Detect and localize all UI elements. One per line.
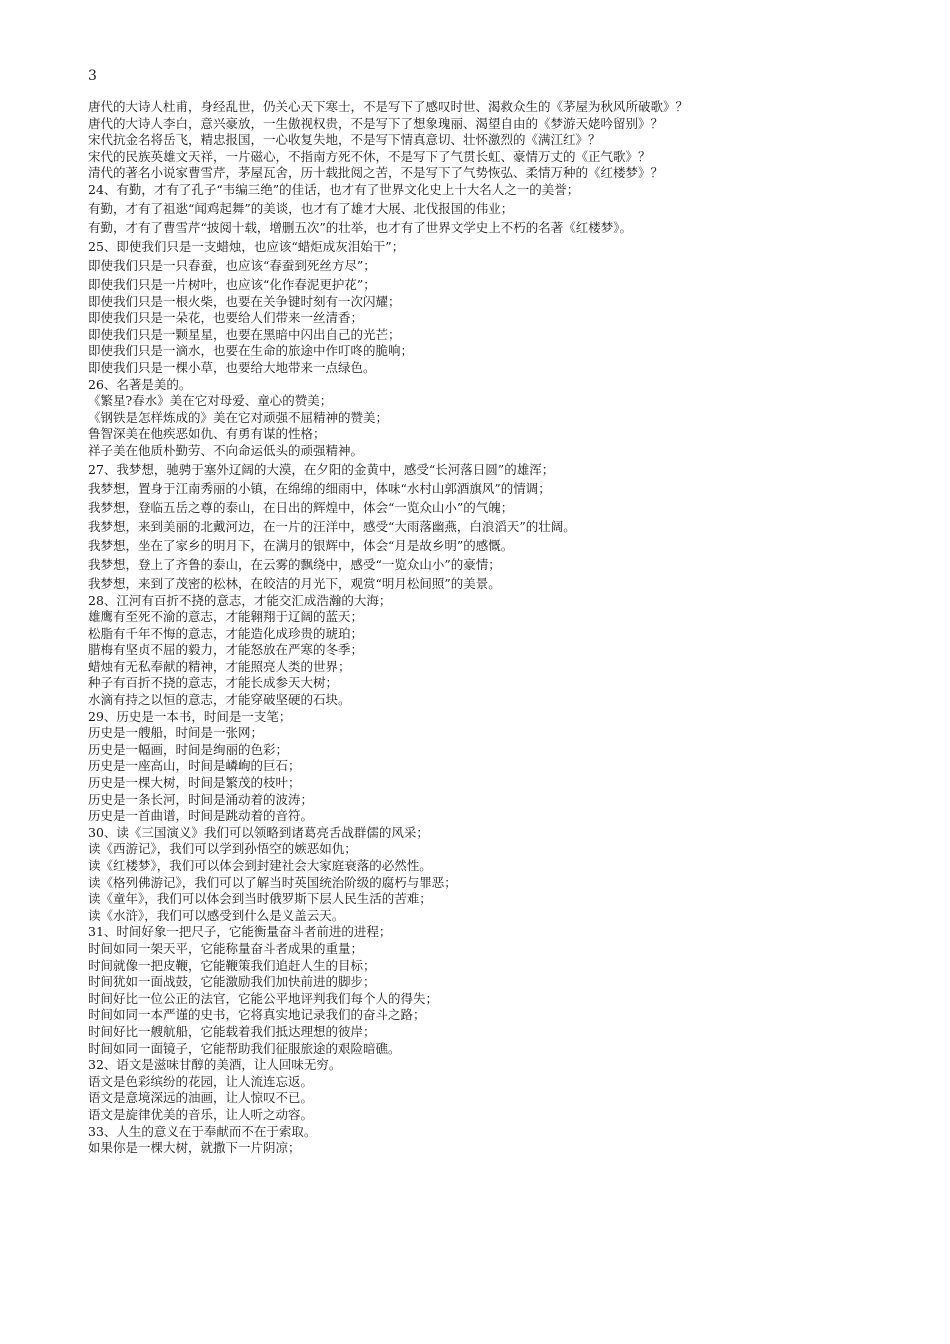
text-line: 即使我们只是一朵花，也要给人们带来一丝清香；: [88, 310, 364, 326]
text-line: 蜡烛有无私奉献的精神，才能照亮人类的世界；: [88, 658, 351, 674]
text-line: 25、即使我们只是一支蜡烛，也应该“蜡炬成灰泪始干”；: [88, 238, 405, 254]
text-line: 即使我们只是一棵小草，也要给大地带来一点绿色。: [88, 359, 376, 375]
text-line: 33、人生的意义在于奉献而不在于索取。: [88, 1123, 317, 1139]
text-line: 《繁星?春水》美在它对母爱、童心的赞美；: [88, 393, 333, 409]
text-line: 我梦想，坐在了家乡的明月下，在满月的银辉中，体会“月是故乡明”的感慨。: [88, 537, 514, 553]
text-line: 32、语文是滋味甘醇的美酒，让人回味无穷。: [88, 1057, 342, 1073]
text-line: 我梦想，登上了齐鲁的泰山，在云雾的飘绕中，感受“一览众山小”的豪情；: [88, 556, 501, 572]
text-line: 26、名著是美的。: [88, 376, 192, 392]
text-line: 历史是一幅画，时间是绚丽的色彩；: [88, 741, 289, 757]
text-line: 我梦想，来到美丽的北戴河边，在一片的汪洋中，感受“大雨落幽燕，白浪滔天”的壮阔。: [88, 518, 576, 534]
text-line: 鲁智深美在他疾恶如仇、有勇有谋的性格；: [88, 426, 326, 442]
text-line: 读《童年》，我们可以体会到当时俄罗斯下层人民生活的苦难；: [88, 891, 432, 907]
text-line: 时间如同一面镜子，它能帮助我们征服旅途的艰险暗礁。: [88, 1040, 401, 1056]
text-line: 30、读《三国演义》我们可以领略到诸葛亮舌战群儒的风采；: [88, 824, 429, 840]
text-line: 《钢铁是怎样炼成的》美在它对顽强不屈精神的赞美；: [88, 409, 389, 425]
text-line: 我梦想，登临五岳之尊的泰山，在日出的辉煌中，体会“一览众山小”的气魄；: [88, 499, 514, 515]
text-line: 时间如同一本严谨的史书，它将真实地记录我们的奋斗之路；: [88, 1007, 426, 1023]
text-line: 我梦想，置身于江南秀丽的小镇，在绵绵的细雨中，体味“水村山郭酒旗风”的情调；: [88, 480, 551, 496]
text-line: 历史是一条长河，时间是涌动着的波涛；: [88, 791, 314, 807]
text-line: 时间犹如一面战鼓，它能激励我们加快前进的脚步；: [88, 974, 376, 990]
text-line: 即使我们只是一只春蚕，也应该“春蚕到死丝方尽”；: [88, 257, 376, 273]
text-line: 种子有百折不挠的意志，才能长成参天大树；: [88, 675, 339, 691]
text-line: 宋代的民族英雄文天祥，一片磁心，不指南方死不休，不是写下了气贯长虹、豪情万丈的《正气歌》？: [88, 148, 651, 164]
text-line: 27、我梦想，驰骋于塞外辽阔的大漠，在夕阳的金黄中，感受“长河落日圆”的雄浑；: [88, 461, 555, 477]
text-line: 历史是一座高山，时间是嶙峋的巨石；: [88, 758, 301, 774]
text-line: 历史是一棵大树，时间是繁茂的枝叶；: [88, 775, 301, 791]
text-line: 祥子美在他质朴勤劳、不向命运低头的顽强精神。: [88, 442, 364, 458]
text-line: 31、时间好象一把尺子，它能衡量奋斗者前进的进程；: [88, 924, 392, 940]
text-line: 宋代抗金名将岳飞，精忠报国，一心收复失地，不是写下情真意切、壮怀激烈的《满江红》？: [88, 132, 601, 148]
text-line: 时间就像一把皮鞭，它能鞭策我们追赶人生的目标；: [88, 957, 376, 973]
text-line: 清代的著名小说家曹雪芹，茅屋瓦舍，历十载批阅之苦，不是写下了气势恢弘、柔情万种的《红楼梦》？: [88, 165, 664, 181]
text-line: 如果你是一棵大树，就撒下一片阴凉；: [88, 1140, 301, 1156]
text-line: 即使我们只是一滴水，也要在生命的旅途中作叮咚的脆响；: [88, 343, 414, 359]
text-line: 语文是色彩缤纷的花园，让人流连忘返。: [88, 1073, 314, 1089]
text-line: 时间好比一位公正的法官，它能公平地评判我们每个人的得失；: [88, 990, 439, 1006]
text-line: 水滴有持之以恒的意志，才能穿破坚硬的石块。: [88, 692, 351, 708]
text-line: 读《水浒》，我们可以感受到什么是义盖云天。: [88, 907, 345, 923]
text-line: 有勤，才有了曹雪芹“披阅十载，增删五次”的壮举，也才有了世界文学史上不朽的名著《红楼梦》。: [88, 219, 633, 235]
text-line: 时间好比一艘航船，它能载着我们抵达理想的彼岸；: [88, 1023, 376, 1039]
text-line: 雄鹰有至死不渝的意志，才能翱翔于辽阔的蓝天；: [88, 609, 364, 625]
text-line: 读《红楼梦》，我们可以体会到封建社会大家庭衰落的必然性。: [88, 858, 432, 873]
text-line: 即使我们只是一颗星星，也要在黑暗中闪出自己的光芒；: [88, 326, 401, 342]
text-line: 历史是一艘船，时间是一张网；: [88, 725, 264, 741]
text-line: 历史是一首曲谱，时间是跳动着的音符。: [88, 808, 314, 824]
document-body: [88, 99, 878, 1157]
page-number: 3: [88, 68, 97, 84]
text-line: 29、历史是一本书，时间是一支笔；: [88, 708, 292, 724]
text-line: 即使我们只是一片树叶，也应该“化作春泥更护花”；: [88, 276, 376, 292]
text-line: 读《西游记》，我们可以学到孙悟空的嫉恶如仇；: [88, 841, 357, 857]
text-line: 我梦想，来到了茂密的松林，在皎洁的月光下，观赏“明月松间照”的美景。: [88, 575, 501, 591]
text-line: 时间如同一架天平，它能称量奋斗者成果的重量；: [88, 940, 364, 956]
text-line: 唐代的大诗人李白，意兴豪放，一生傲视权贵，不是写下了想象瑰丽、渴望自由的《梦游天姥吟留别》？: [88, 115, 664, 131]
text-line: 有勤，才有了祖逖“闻鸡起舞”的美谈，也才有了雄才大展、北伐报国的伟业；: [88, 200, 514, 216]
text-line: 松脂有千年不悔的意志，才能造化成珍贵的琥珀；: [88, 625, 364, 641]
text-line: 唐代的大诗人杜甫，身经乱世，仍关心天下寒士，不是写下了感叹时世、渴救众生的《茅屋为秋风所破歌》？: [88, 99, 689, 114]
text-line: 24、有勤，才有了孔子“韦编三绝”的佳话，也才有了世界文化史上十大名人之一的美誉；: [88, 181, 580, 197]
text-line: 读《格列佛游记》，我们可以了解当时英国统治阶级的腐朽与罪恶；: [88, 874, 457, 890]
text-line: 28、江河有百折不挠的意志，才能交汇成浩瀚的大海；: [88, 592, 392, 608]
text-line: 语文是旋律优美的音乐，让人听之动容。: [88, 1106, 314, 1122]
text-line: 即使我们只是一根火柴，也要在关争键时刻有一次闪耀；: [88, 293, 401, 309]
text-line: 语文是意境深远的油画，让人惊叹不已。: [88, 1090, 314, 1106]
text-line: 腊梅有坚贞不屈的毅力，才能怒放在严寒的冬季；: [88, 642, 364, 658]
